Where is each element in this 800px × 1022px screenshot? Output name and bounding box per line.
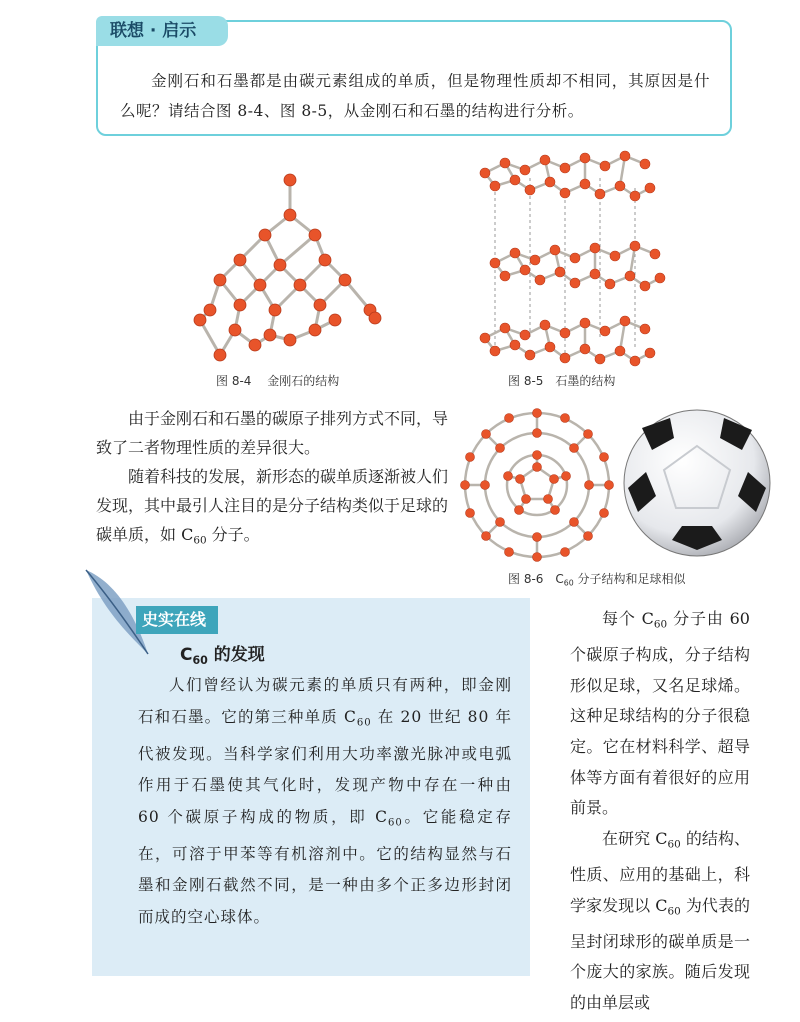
figure-8-4-caption: 图 8-4 金刚石的结构 — [216, 374, 340, 388]
right-column-text — [570, 604, 750, 1019]
history-text: 人们曾经认为碳元素的单质只有两种，即金刚石和石墨。它的第三种单质 $C_{60}$ 在 20 世纪 80 年代被发现。当科学家们利用大功率激光脉冲或电弧作用于石墨使其气化时，发现产物中存在一种由 60 个碳原子构成的物质，即 $C_{60}$。它能稳定存在，可溶于甲苯等有机溶剂中。它的结构显然与石墨和金刚石截然不同，是一种由多个正多边形封闭而成的空心球体。 — [138, 676, 512, 926]
paragraph-2: 随着科技的发展，新形态的碳单质逐渐被人们发现，其中最引人注目的是分子结构类似于足球的碳单质，如 $C_{60}$ 分子。 — [96, 467, 449, 547]
figure-8-5-caption: 图 8-5 石墨的结构 — [508, 374, 616, 388]
think-text: 金刚石和石墨都是由碳元素组成的单质，但是物理性质却不相同，其原因是什么呢？请结合图 8-4、图 8-5，从金刚石和石墨的结构进行分析。 — [120, 72, 710, 120]
right-paragraph-1: 每个 $C_{60}$ 分子由 60 个碳原子构成，分子结构形似足球，又名足球烯。这种足球结构的分子很稳定。它在材料科学、超导体等方面有着很好的应用前景。 — [570, 609, 750, 818]
diamond-structure-figure — [180, 170, 400, 370]
history-tab: 史实在线 — [136, 606, 218, 634]
think-tab: 联想 · 启示 — [96, 16, 228, 46]
c60-molecule-figure — [458, 406, 616, 564]
paragraph-1: 由于金刚石和石墨的碳原子排列方式不同，导致了二者物理性质的差异很大。 — [96, 409, 449, 457]
graphite-structure-figure — [470, 148, 670, 368]
right-paragraph-2: 在研究 $C_{60}$ 的结构、性质、应用的基础上，科学家发现以 $C_{60}$ 为代表的呈封闭球形的碳单质是一个庞大的家族。随后发现的由单层或 — [570, 828, 750, 1012]
figure-8-6-caption: 图 8-6 $C_{60}$ 分子结构和足球相似 — [508, 572, 686, 588]
history-title: $C_{60}$ 的发现 — [180, 645, 265, 667]
football-photo — [622, 408, 772, 558]
